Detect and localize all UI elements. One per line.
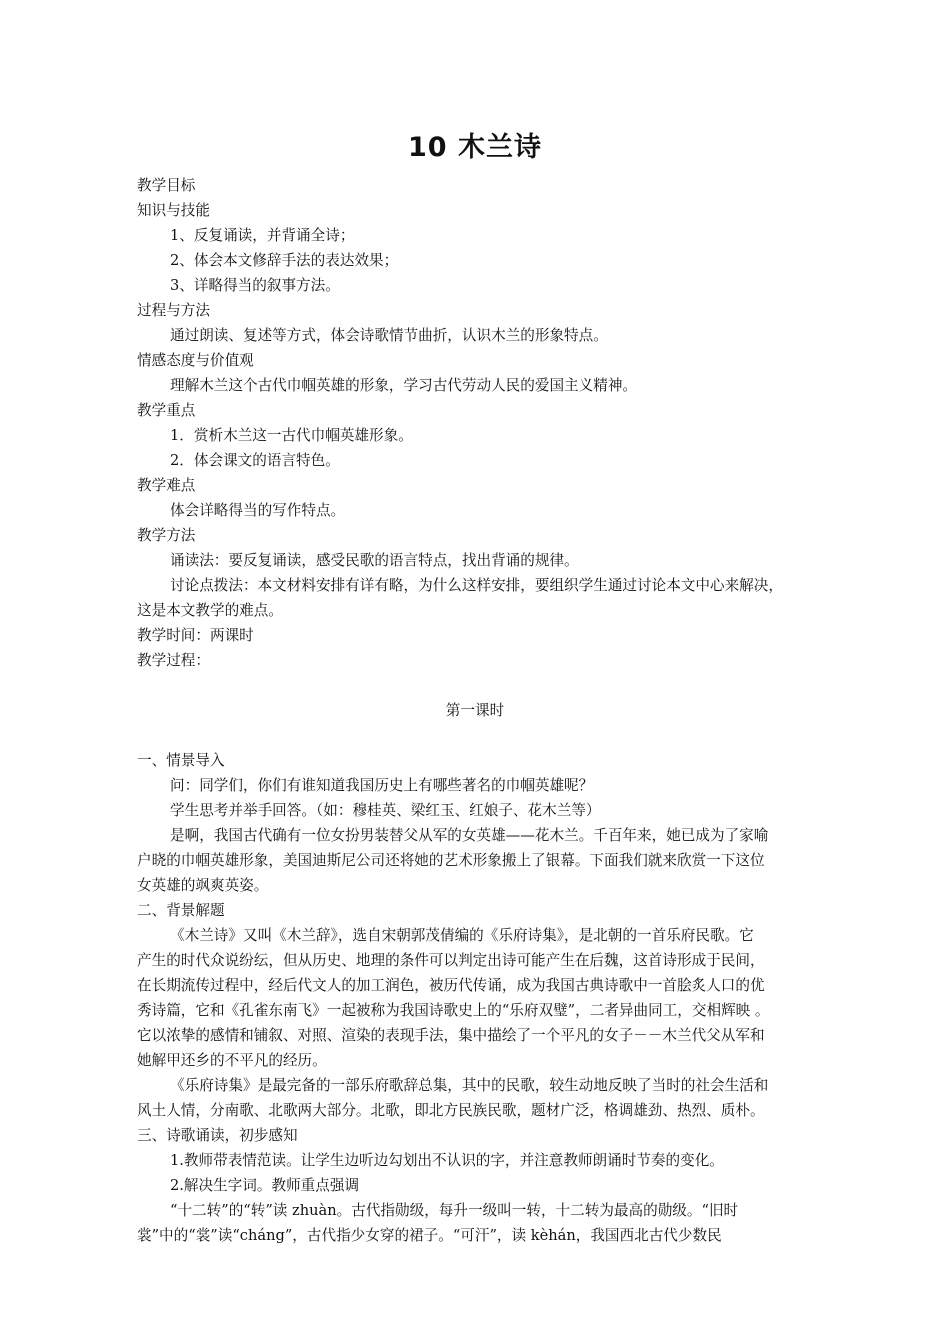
section-1-heading: 一、情景导入 <box>137 752 225 769</box>
yuefu-line-1: 《乐府诗集》是最完备的一部乐府歌辞总集，其中的民歌，较生动地反映了当时的社会生活和 <box>170 1077 769 1094</box>
method-discussion-line-2: 这是本文教学的难点。 <box>137 602 283 619</box>
background-line-6: 她解甲还乡的不平凡的经历。 <box>137 1052 327 1069</box>
heading-difficulties: 教学难点 <box>137 477 196 494</box>
intro-paragraph-line-1: 是啊，我国古代确有一位女扮男装替父从军的女英雄——花木兰。千百年来，她已成为了家喻 <box>170 827 769 844</box>
key-point-2: 2．体会课文的语言特色。 <box>170 452 340 469</box>
heading-teaching-goals: 教学目标 <box>137 177 196 194</box>
intro-paragraph-line-3: 女英雄的飒爽英姿。 <box>137 877 269 894</box>
intro-answer: 学生思考并举手回答。（如：穆桂英、梁红玉、红娘子、花木兰等） <box>170 802 601 819</box>
goal-item-2: 2、体会本文修辞手法的表达效果； <box>170 252 399 269</box>
goal-item-3: 3、详略得当的叙事方法。 <box>170 277 340 294</box>
key-point-1: 1．赏析木兰这一古代巾帼英雄形象。 <box>170 427 413 444</box>
vocab-line-2: 裳”中的“裳”读“cháng”，古代指少女穿的裙子。“可汗”，读 kèhán，我国西北古代少数民 <box>137 1227 722 1244</box>
section-2-heading: 二、背景解题 <box>137 902 225 919</box>
intro-paragraph-line-2: 户晓的巾帼英雄形象，美国迪斯尼公司还将她的艺术形象搬上了银幕。下面我们就来欣赏一下这位 <box>137 852 765 869</box>
background-line-4: 秀诗篇，它和《孔雀东南飞》一起被称为我国诗歌史上的“乐府双璧”，二者异曲同工，交相辉映 。 <box>137 1002 770 1019</box>
paragraph-difficulties: 体会详略得当的写作特点。 <box>170 502 346 519</box>
reading-step-2: 2.解决生字词。教师重点强调 <box>170 1177 360 1194</box>
teaching-process: 教学过程： <box>137 652 210 669</box>
teaching-time: 教学时间：两课时 <box>137 627 254 644</box>
background-line-2: 产生的时代众说纷纭，但从历史、地理的条件可以判定出诗可能产生在后魏，这首诗形成于民间， <box>137 952 765 969</box>
reading-step-1: 1.教师带表情范读。让学生边听边勾划出不认识的字，并注意教师朗诵时节奏的变化。 <box>170 1152 724 1169</box>
method-discussion-line-1: 讨论点拨法：本文材料安排有详有略，为什么这样安排，要组织学生通过讨论本文中心来解决， <box>170 577 783 594</box>
subheading-knowledge-skills: 知识与技能 <box>137 202 210 219</box>
heading-teaching-methods: 教学方法 <box>137 527 196 544</box>
goal-item-1: 1、反复诵读，并背诵全诗； <box>170 227 355 244</box>
vocab-line-1: “十二转”的“转”读 zhuàn。古代指勋级，每升一级叫一转，十二转为最高的勋级。“旧时 <box>170 1202 739 1219</box>
paragraph-emotion-values: 理解木兰这个古代巾帼英雄的形象，学习古代劳动人民的爱国主义精神。 <box>170 377 638 394</box>
intro-question: 问：同学们，你们有谁知道我国历史上有哪些著名的巾帼英雄呢？ <box>170 777 594 794</box>
background-line-5: 它以浓挚的感情和铺叙、对照、渲染的表现手法，集中描绘了一个平凡的女子－－木兰代父从军和 <box>137 1027 765 1044</box>
lesson-one-heading: 第一课时 <box>445 702 505 719</box>
section-3-heading: 三、诗歌诵读，初步感知 <box>137 1127 298 1144</box>
document-title: 10 木兰诗 <box>408 132 542 163</box>
background-line-1: 《木兰诗》又叫《木兰辞》，选自宋朝郭茂倩编的《乐府诗集》，是北朝的一首乐府民歌。它 <box>170 927 754 944</box>
method-recitation: 诵读法：要反复诵读，感受民歌的语言特点，找出背诵的规律。 <box>170 552 579 569</box>
yuefu-line-2: 风土人情，分南歌、北歌两大部分。北歌，即北方民族民歌，题材广泛，格调雄劲、热烈、质朴。 <box>137 1102 765 1119</box>
subheading-emotion-values: 情感态度与价值观 <box>137 352 254 369</box>
subheading-process-method: 过程与方法 <box>137 302 210 319</box>
paragraph-process-method: 通过朗读、复述等方式，体会诗歌情节曲折，认识木兰的形象特点。 <box>170 327 608 344</box>
heading-key-points: 教学重点 <box>137 402 196 419</box>
background-line-3: 在长期流传过程中，经后代文人的加工润色，被历代传诵，成为我国古典诗歌中一首脍炙人口的优 <box>137 977 765 994</box>
